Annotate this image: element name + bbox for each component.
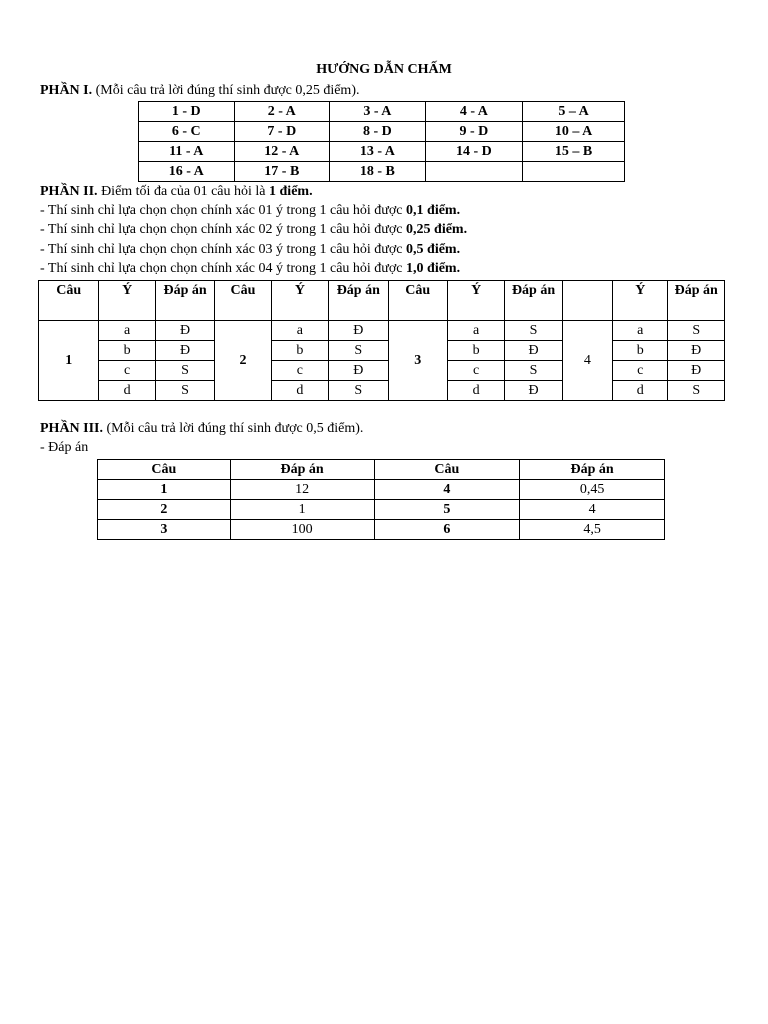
- item-answer: S: [668, 321, 725, 341]
- part3-header: [40, 420, 363, 438]
- item-answer: Đ: [505, 341, 562, 361]
- table-cell: 3 - A: [330, 102, 426, 122]
- item-letter: d: [99, 381, 155, 401]
- table-cell: 13 - A: [330, 142, 426, 162]
- item-letter: c: [447, 361, 504, 381]
- col-header-dap-an: Đáp án: [155, 281, 214, 321]
- table-cell: 5 – A: [523, 102, 625, 122]
- question-number: 4: [562, 321, 612, 401]
- question-number: 3: [98, 520, 231, 540]
- item-letter: b: [99, 341, 155, 361]
- part2-header: [40, 183, 313, 201]
- item-answer: Đ: [155, 341, 214, 361]
- part2-intro-bold: 1 điểm.: [269, 184, 313, 199]
- table-cell: 14 - D: [425, 142, 523, 162]
- rule-score: 0,5 điểm.: [406, 242, 461, 257]
- table-cell: 6 - C: [139, 122, 235, 142]
- table-cell: 15 – B: [523, 142, 625, 162]
- part1-answer-table: [138, 101, 625, 182]
- table-row: [39, 361, 725, 381]
- col-header-dap-an: Đáp án: [230, 460, 374, 480]
- item-letter: b: [271, 341, 328, 361]
- table-cell: 2 - A: [234, 102, 330, 122]
- rule-score: 0,1 điểm.: [406, 203, 461, 218]
- item-answer: S: [505, 321, 562, 341]
- table-cell: [523, 162, 625, 182]
- col-header-y: Ý: [271, 281, 328, 321]
- item-letter: d: [447, 381, 504, 401]
- table-cell: 10 – A: [523, 122, 625, 142]
- col-header-dap-an: Đáp án: [520, 460, 665, 480]
- item-answer: Đ: [329, 361, 388, 381]
- table-row: [98, 480, 665, 500]
- table-cell: 17 - B: [234, 162, 330, 182]
- question-number: 2: [215, 321, 271, 401]
- part2-heading: PHẦN II.: [40, 184, 98, 199]
- question-number: 2: [98, 500, 231, 520]
- table-cell: 16 - A: [139, 162, 235, 182]
- question-number: 1: [98, 480, 231, 500]
- item-letter: a: [271, 321, 328, 341]
- table-row: [39, 341, 725, 361]
- question-number: 5: [374, 500, 520, 520]
- page-title: HƯỚNG DẪN CHẤM: [316, 62, 452, 77]
- item-answer: Đ: [329, 321, 388, 341]
- item-letter: c: [613, 361, 668, 381]
- item-letter: a: [99, 321, 155, 341]
- rule-text: - Thí sinh chỉ lựa chọn chọn chính xác 04 ý trong 1 câu hỏi được: [40, 261, 407, 276]
- item-answer: S: [155, 361, 214, 381]
- table-row: [98, 520, 665, 540]
- question-number: 4: [374, 480, 520, 500]
- table-row: [139, 122, 625, 142]
- part3-note: (Mỗi câu trả lời đúng thí sinh được 0,5 điểm).: [103, 421, 364, 436]
- item-answer: S: [329, 341, 388, 361]
- table-cell: 12 - A: [234, 142, 330, 162]
- item-letter: a: [613, 321, 668, 341]
- col-header-cau: Câu: [98, 460, 231, 480]
- col-header-cau: Câu: [374, 460, 520, 480]
- table-row: [139, 162, 625, 182]
- table-cell: 18 - B: [330, 162, 426, 182]
- item-letter: d: [271, 381, 328, 401]
- item-answer: S: [668, 381, 725, 401]
- item-letter: c: [99, 361, 155, 381]
- item-letter: c: [271, 361, 328, 381]
- col-header-dap-an: Đáp án: [505, 281, 562, 321]
- answer-value: 4,5: [520, 520, 665, 540]
- item-letter: a: [447, 321, 504, 341]
- item-answer: S: [155, 381, 214, 401]
- table-row: [39, 321, 725, 341]
- answer-value: 1: [230, 500, 374, 520]
- answer-value: 0,45: [520, 480, 665, 500]
- part2-rule: [40, 260, 460, 278]
- table-cell: 1 - D: [139, 102, 235, 122]
- answer-value: 12: [230, 480, 374, 500]
- col-header-y: Ý: [99, 281, 155, 321]
- item-letter: b: [447, 341, 504, 361]
- part2-rule: [40, 241, 460, 259]
- col-header-dap-an: Đáp án: [668, 281, 725, 321]
- part2-rule: [40, 202, 460, 220]
- question-number: 3: [388, 321, 447, 401]
- table-cell: 4 - A: [425, 102, 523, 122]
- item-answer: S: [505, 361, 562, 381]
- table-cell: 11 - A: [139, 142, 235, 162]
- part3-heading: PHẦN III.: [40, 421, 104, 436]
- part1-heading: PHẦN I.: [40, 83, 93, 98]
- item-letter: b: [613, 341, 668, 361]
- table-header-row: [39, 281, 725, 321]
- col-header-dap-an: Đáp án: [329, 281, 388, 321]
- table-cell: 8 - D: [330, 122, 426, 142]
- col-header-empty: [562, 281, 612, 321]
- question-number: 1: [39, 321, 99, 401]
- item-answer: Đ: [155, 321, 214, 341]
- part2-rule: [40, 221, 467, 239]
- rule-text: - Thí sinh chỉ lựa chọn chọn chính xác 03 ý trong 1 câu hỏi được: [40, 242, 407, 257]
- rule-score: 0,25 điểm.: [406, 222, 468, 237]
- part3-subheading: - Đáp án: [40, 440, 89, 455]
- table-row: [39, 381, 725, 401]
- rule-score: 1,0 điểm.: [406, 261, 461, 276]
- table-row: [98, 500, 665, 520]
- part3-answer-table: [97, 459, 665, 540]
- rule-text: - Thí sinh chỉ lựa chọn chọn chính xác 02 ý trong 1 câu hỏi được: [40, 222, 407, 237]
- part1-header: [40, 82, 359, 100]
- table-row: [139, 142, 625, 162]
- table-cell: 7 - D: [234, 122, 330, 142]
- col-header-y: Ý: [447, 281, 504, 321]
- part2-answer-table: [38, 280, 725, 401]
- col-header-cau: Câu: [388, 281, 447, 321]
- table-row: [139, 102, 625, 122]
- table-cell: 9 - D: [425, 122, 523, 142]
- item-answer: Đ: [668, 341, 725, 361]
- part1-note: (Mỗi câu trả lời đúng thí sinh được 0,25 điểm).: [92, 83, 360, 98]
- question-number: 6: [374, 520, 520, 540]
- item-answer: S: [329, 381, 388, 401]
- col-header-cau: Câu: [39, 281, 99, 321]
- answer-value: 4: [520, 500, 665, 520]
- table-header-row: [98, 460, 665, 480]
- table-cell: [425, 162, 523, 182]
- item-answer: Đ: [668, 361, 725, 381]
- col-header-y: Ý: [613, 281, 668, 321]
- col-header-cau: Câu: [215, 281, 271, 321]
- answer-value: 100: [230, 520, 374, 540]
- part2-intro: Điểm tối đa của 01 câu hỏi là: [97, 184, 270, 199]
- item-letter: d: [613, 381, 668, 401]
- item-answer: Đ: [505, 381, 562, 401]
- rule-text: - Thí sinh chỉ lựa chọn chọn chính xác 01 ý trong 1 câu hỏi được: [40, 203, 407, 218]
